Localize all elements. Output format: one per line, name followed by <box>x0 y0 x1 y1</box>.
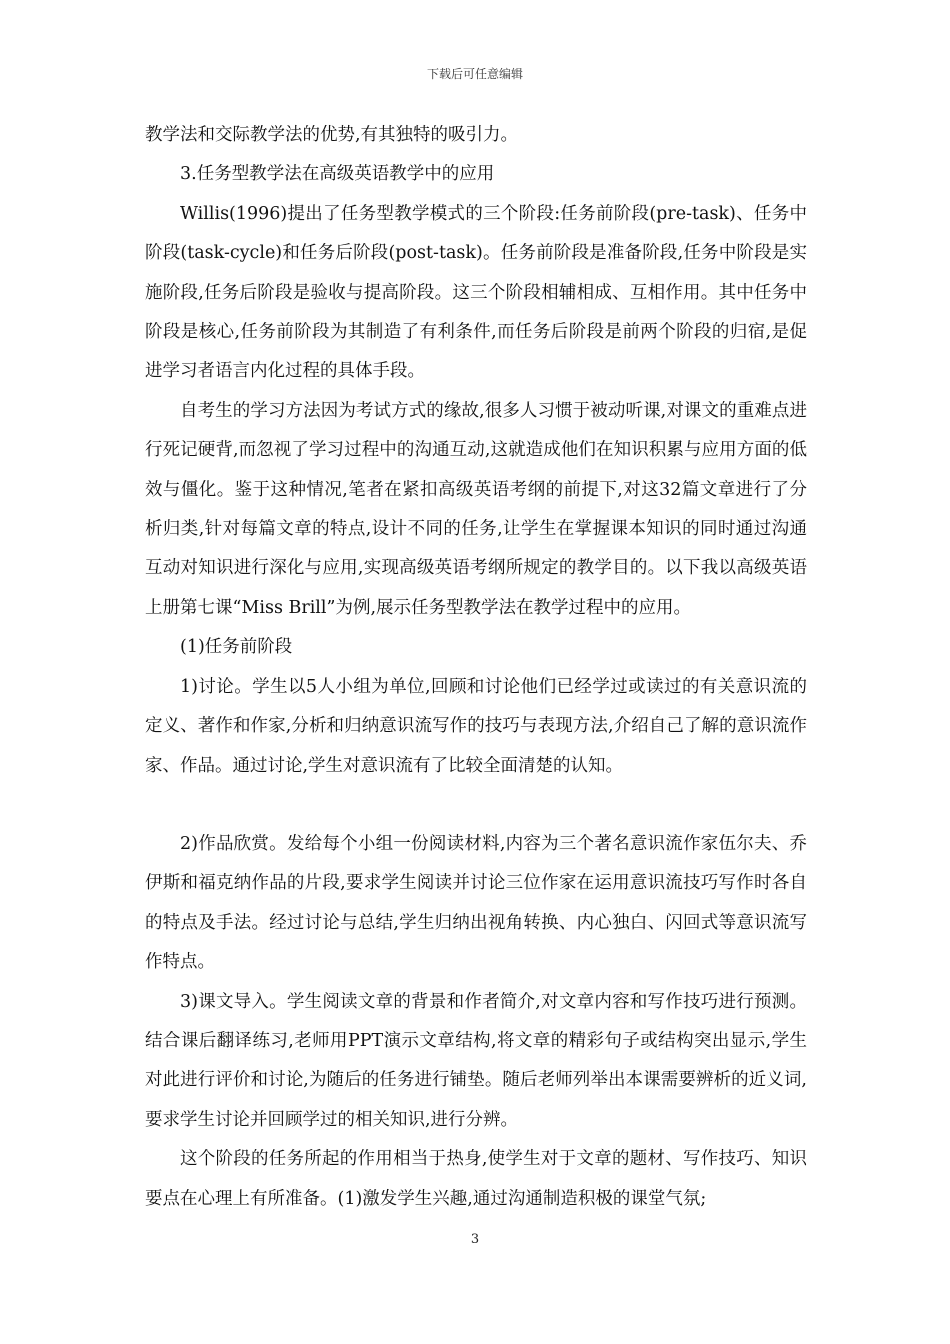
subsection-heading: (1)任务前阶段 <box>180 637 293 658</box>
page-number: 3 <box>470 1232 480 1247</box>
page-header: 下载后可任意编辑 <box>426 67 523 81</box>
paragraph-warmup: 这个阶段的任务所起的作用相当于热身,使学生对于文章的题材、写作技巧、知识要点在心理上有所准备。(1)激发学生兴趣,通过沟通制造积极的课堂气氛; <box>145 1149 807 1209</box>
section-heading: 3.任务型教学法在高级英语教学中的应用 <box>180 164 495 185</box>
paragraph-introduction: 3)课文导入。学生阅读文章的背景和作者简介,对文章内容和写作技巧进行预测。结合课后翻译练习,老师用PPT演示文章结构,将文章的精彩句子或结构突出显示,学生对此进行评价和讨论,为随后的任务进行铺垫。随后老师列举出本课需要辨析的近义词,要求学生讨论并回顾学过的相关知识,进行分辨。 <box>145 991 807 1130</box>
paragraph-discussion: 1)讨论。学生以5人小组为单位,回顾和讨论他们已经学过或读过的有关意识流的定义、著作和作家,分析和归纳意识流写作的技巧与表现方法,介绍自己了解的意识流作家、作品。通过讨论,学生对意识流有了比较全面清楚的认知。 <box>145 676 807 776</box>
document-body <box>145 116 807 1219</box>
paragraph-continuation: 教学法和交际教学法的优势,有其独特的吸引力。 <box>145 125 519 145</box>
paragraph-self-study: 自考生的学习方法因为考试方式的缘故,很多人习惯于被动听课,对课文的重难点进行死记硬背,而忽视了学习过程中的沟通互动,这就造成他们在知识积累与应用方面的低效与僵化。鉴于这种情况,笔者在紧扣高级英语考纲的前提下,对这32篇文章进行了分析归类,针对每篇文章的特点,设计不同的任务,让学生在掌握课本知识的同时通过沟通互动对知识进行深化与应用,实现高级英语考纲所规定的教学目的。以下我以高级英语上册第七课“Miss Brill”为例,展示任务型教学法在教学过程中的应用。 <box>145 400 807 618</box>
paragraph-willis: Willis(1996)提出了任务型教学模式的三个阶段:任务前阶段(pre-task)、任务中阶段(task-cycle)和任务后阶段(post-task)。任务前阶段是准备阶段,任务中阶段是实施阶段,任务后阶段是验收与提高阶段。这三个阶段相辅相成、互相作用。其中任务中阶段是核心,任务前阶段为其制造了有利条件,而任务后阶段是前两个阶段的归宿,是促进学习者语言内化过程的具体手段。 <box>145 203 807 382</box>
paragraph-gap <box>145 786 807 825</box>
paragraph-appreciation: 2)作品欣赏。发给每个小组一份阅读材料,内容为三个著名意识流作家伍尔夫、乔伊斯和福克纳作品的片段,要求学生阅读并讨论三位作家在运用意识流技巧写作时各自的特点及手法。经过讨论与总结,学生归纳出视角转换、内心独白、闪回式等意识流写作特点。 <box>145 833 807 973</box>
